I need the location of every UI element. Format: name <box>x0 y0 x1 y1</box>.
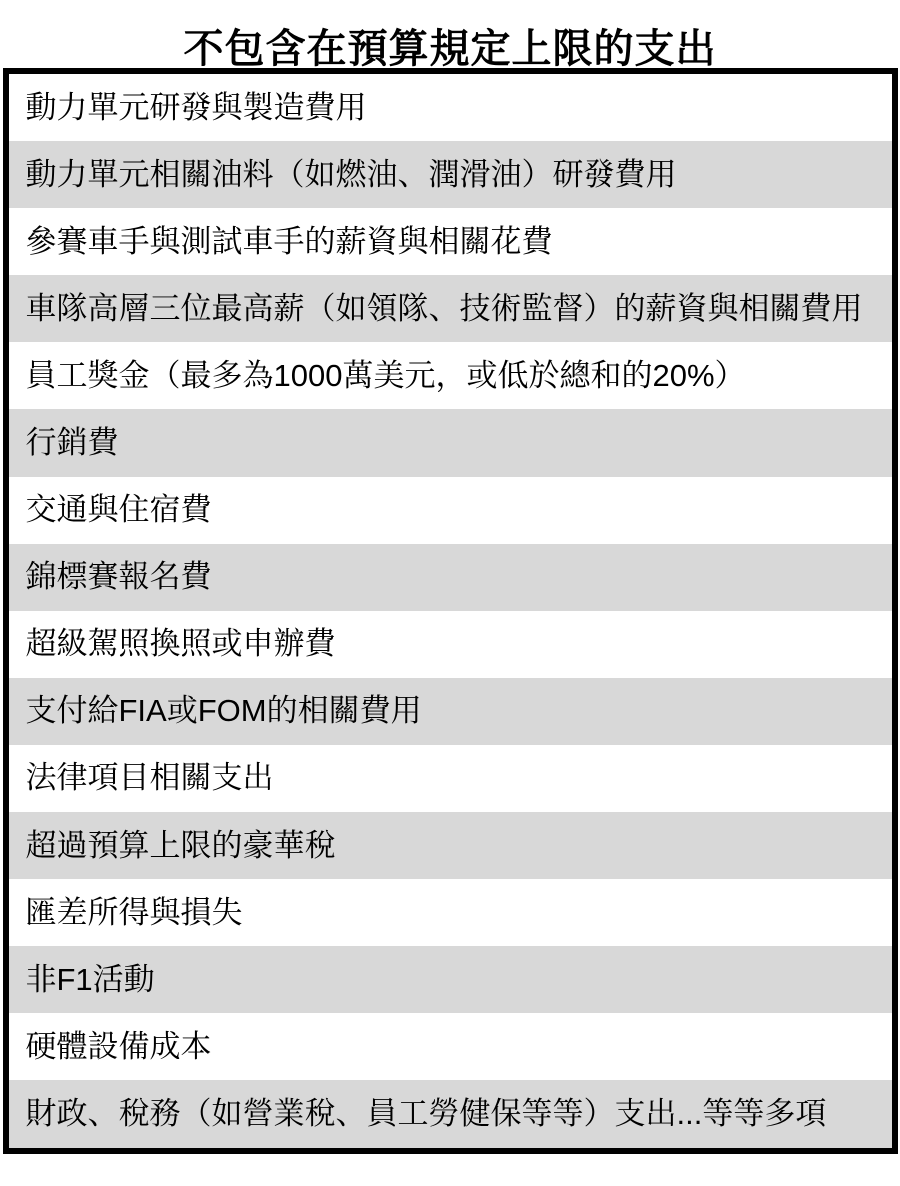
table-row: 車隊高層三位最高薪（如領隊、技術監督）的薪資與相關費用 <box>9 275 892 342</box>
table-row: 參賽車手與測試車手的薪資與相關花費 <box>25 223 553 259</box>
page-title: 不包含在預算規定上限的支出 <box>183 27 717 71</box>
table-row: 硬體設備成本 <box>25 1028 212 1064</box>
table-row: 超過預算上限的豪華稅 <box>9 812 892 879</box>
table-row: 支付給FIA或FOM的相關費用 <box>9 678 892 745</box>
table-row: 法律項目相關支出 <box>25 760 274 796</box>
table-row: 錦標賽報名費 <box>9 544 892 611</box>
table-row: 員工獎金（最多為1000萬美元，或低於總和的20%） <box>25 357 746 393</box>
table-row: 財政、稅務（如營業稅、員工勞健保等等）支出...等等多項 <box>9 1080 892 1147</box>
table-row: 非F1活動 <box>9 946 892 1013</box>
table-row: 超級駕照換照或申辦費 <box>25 626 336 662</box>
table-row: 交通與住宿費 <box>25 492 212 528</box>
table-row: 動力單元相關油料（如燃油、潤滑油）研發費用 <box>9 141 892 208</box>
table-row: 行銷費 <box>9 409 892 476</box>
table-row: 匯差所得與損失 <box>25 894 243 930</box>
table-row: 動力單元研發與製造費用 <box>25 89 367 125</box>
excluded-expenses-table <box>3 68 898 1154</box>
